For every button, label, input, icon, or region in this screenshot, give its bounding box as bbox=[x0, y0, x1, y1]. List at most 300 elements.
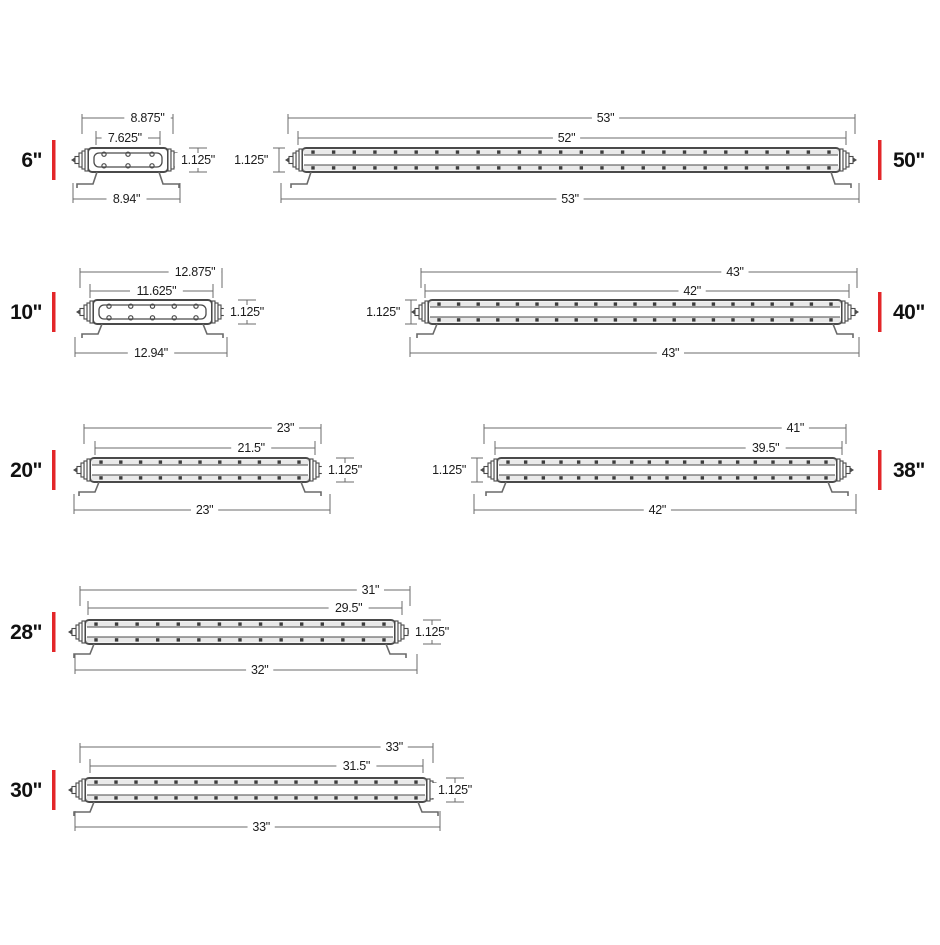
dim-label-inner-width: 31.5" bbox=[342, 759, 371, 773]
dim-label-bottom-width: 23" bbox=[195, 503, 214, 517]
fastener-dot bbox=[701, 460, 704, 463]
size-label: 50" bbox=[893, 149, 925, 172]
fastener-dot bbox=[771, 460, 774, 463]
fastener-dot bbox=[456, 150, 459, 153]
fastener-dot bbox=[662, 150, 665, 153]
mount-foot-right bbox=[418, 802, 438, 816]
mount-foot-left bbox=[417, 324, 437, 338]
fastener-dot bbox=[771, 318, 774, 321]
fastener-dot bbox=[633, 302, 636, 305]
fastener-dot bbox=[724, 166, 727, 169]
fastener-dot bbox=[179, 460, 182, 463]
dim-label-bottom-width: 12.94" bbox=[134, 346, 168, 360]
top-rail bbox=[304, 150, 839, 156]
fastener-dot bbox=[354, 780, 357, 783]
lightbar-28in-group bbox=[10, 583, 455, 678]
fastener-dot bbox=[214, 796, 217, 799]
fastener-dot bbox=[278, 476, 281, 479]
fastener-dot bbox=[673, 302, 676, 305]
fastener-dot bbox=[314, 780, 317, 783]
fastener-dot bbox=[238, 622, 241, 625]
red-accent-tick bbox=[52, 770, 56, 810]
size-label: 10" bbox=[10, 301, 42, 324]
fastener-dot bbox=[297, 476, 300, 479]
mount-foot-right bbox=[833, 324, 853, 338]
fastener-dot bbox=[621, 150, 624, 153]
fastener-dot bbox=[524, 460, 527, 463]
fastener-dot bbox=[594, 318, 597, 321]
fastener-dot bbox=[703, 166, 706, 169]
fastener-dot bbox=[786, 150, 789, 153]
end-cap-right-tip bbox=[855, 309, 859, 314]
mount-foot-right bbox=[159, 172, 179, 188]
fastener-dot bbox=[394, 166, 397, 169]
fastener-dot bbox=[415, 150, 418, 153]
fastener-dot bbox=[115, 622, 118, 625]
fastener-dot bbox=[218, 476, 221, 479]
fastener-dot bbox=[600, 166, 603, 169]
fastener-dot bbox=[156, 638, 159, 641]
fastener-dot bbox=[662, 166, 665, 169]
fastener-dot bbox=[159, 460, 162, 463]
fastener-dot bbox=[614, 302, 617, 305]
fastener-dot bbox=[362, 622, 365, 625]
fastener-dot bbox=[653, 318, 656, 321]
lightbar-50in-group bbox=[224, 111, 925, 207]
fastener-dot bbox=[194, 780, 197, 783]
fastener-dot bbox=[807, 476, 810, 479]
fastener-dot bbox=[258, 460, 261, 463]
dim-label-top-width: 8.875" bbox=[130, 111, 165, 125]
fastener-dot bbox=[642, 166, 645, 169]
dim-label-height: 1.125" bbox=[328, 463, 362, 477]
dim-label-height: 1.125" bbox=[415, 625, 449, 639]
fastener-dot bbox=[159, 476, 162, 479]
fastener-dot bbox=[382, 622, 385, 625]
fastener-dot bbox=[394, 796, 397, 799]
mount-foot-right bbox=[386, 644, 406, 658]
bottom-rail bbox=[304, 165, 839, 171]
end-cap-left-tip bbox=[285, 157, 289, 162]
fastener-dot bbox=[703, 150, 706, 153]
fastener-dot bbox=[642, 150, 645, 153]
fastener-dot bbox=[300, 622, 303, 625]
fastener-dot bbox=[234, 780, 237, 783]
fastener-dot bbox=[506, 476, 509, 479]
fastener-dot bbox=[134, 796, 137, 799]
fastener-dot bbox=[341, 622, 344, 625]
fastener-dot bbox=[535, 302, 538, 305]
fastener-dot bbox=[786, 166, 789, 169]
fastener-dot bbox=[614, 318, 617, 321]
fastener-dot bbox=[321, 622, 324, 625]
fastener-dot bbox=[827, 150, 830, 153]
fastener-dot bbox=[477, 302, 480, 305]
dim-label-inner-width: 29.5" bbox=[334, 601, 363, 615]
fastener-dot bbox=[154, 796, 157, 799]
fastener-dot bbox=[119, 476, 122, 479]
dim-label-height: 1.125" bbox=[230, 305, 264, 319]
fastener-dot bbox=[754, 476, 757, 479]
fastener-dot bbox=[218, 638, 221, 641]
fastener-dot bbox=[139, 476, 142, 479]
dim-label-bottom-width: 32" bbox=[250, 663, 269, 677]
dim-label-top-width: 31" bbox=[361, 583, 380, 597]
fastener-dot bbox=[457, 318, 460, 321]
fastener-dot bbox=[99, 476, 102, 479]
fastener-dot bbox=[751, 318, 754, 321]
end-cap-left-tip bbox=[71, 157, 75, 162]
fastener-dot bbox=[234, 796, 237, 799]
fastener-dot bbox=[577, 460, 580, 463]
fastener-dot bbox=[555, 318, 558, 321]
fastener-dot bbox=[683, 476, 686, 479]
dim-label-top-width: 23" bbox=[276, 421, 295, 435]
fastener-dot bbox=[457, 302, 460, 305]
fastener-dot bbox=[197, 638, 200, 641]
fastener-dot bbox=[535, 318, 538, 321]
fastener-dot bbox=[595, 460, 598, 463]
end-cap-left-nub bbox=[80, 309, 84, 316]
fastener-dot bbox=[177, 622, 180, 625]
mount-foot-right bbox=[828, 482, 848, 496]
fastener-dot bbox=[771, 476, 774, 479]
fastener-dot bbox=[575, 302, 578, 305]
dim-label-height: 1.125" bbox=[181, 153, 215, 167]
fastener-dot bbox=[279, 638, 282, 641]
fastener-dot bbox=[630, 460, 633, 463]
fastener-dot bbox=[765, 166, 768, 169]
fastener-dot bbox=[254, 780, 257, 783]
lightbar-20in-group bbox=[10, 421, 368, 518]
fastener-dot bbox=[154, 780, 157, 783]
fastener-dot bbox=[518, 150, 521, 153]
fastener-dot bbox=[238, 638, 241, 641]
fastener-dot bbox=[311, 150, 314, 153]
end-cap-right-nub bbox=[846, 467, 850, 474]
fastener-dot bbox=[238, 476, 241, 479]
fastener-dot bbox=[294, 796, 297, 799]
red-accent-tick bbox=[878, 140, 882, 180]
dim-label-height: 1.125" bbox=[438, 783, 472, 797]
mount-foot-left bbox=[79, 482, 99, 496]
fastener-dot bbox=[258, 476, 261, 479]
fastener-dot bbox=[807, 460, 810, 463]
fastener-dot bbox=[580, 150, 583, 153]
fastener-dot bbox=[119, 460, 122, 463]
fastener-dot bbox=[810, 302, 813, 305]
fastener-dot bbox=[559, 460, 562, 463]
dim-label-bottom-width: 8.94" bbox=[112, 192, 141, 206]
fastener-dot bbox=[497, 150, 500, 153]
fastener-dot bbox=[435, 166, 438, 169]
fastener-dot bbox=[575, 318, 578, 321]
dim-label-height: 1.125" bbox=[366, 305, 400, 319]
fastener-dot bbox=[382, 638, 385, 641]
fastener-dot bbox=[279, 622, 282, 625]
mount-foot-left bbox=[486, 482, 506, 496]
fastener-dot bbox=[437, 318, 440, 321]
fastener-dot bbox=[476, 166, 479, 169]
fastener-dot bbox=[516, 318, 519, 321]
dim-label-bottom-width: 42" bbox=[648, 503, 667, 517]
fastener-dot bbox=[415, 166, 418, 169]
lightbar-10in-group bbox=[10, 265, 270, 361]
lightbar-40in-group bbox=[356, 265, 925, 361]
fastener-dot bbox=[341, 638, 344, 641]
fastener-dot bbox=[218, 460, 221, 463]
fastener-dot bbox=[538, 166, 541, 169]
end-cap-right-tip bbox=[850, 467, 854, 472]
fastener-dot bbox=[790, 302, 793, 305]
fastener-dot bbox=[394, 780, 397, 783]
end-cap-left-tip bbox=[68, 629, 72, 634]
end-cap-left-nub bbox=[77, 467, 81, 474]
fastener-dot bbox=[179, 476, 182, 479]
mount-foot-left bbox=[77, 172, 97, 188]
fastener-dot bbox=[683, 460, 686, 463]
size-label: 30" bbox=[10, 779, 42, 802]
dim-label-top-width: 53" bbox=[596, 111, 615, 125]
end-cap-left-tip bbox=[68, 787, 72, 792]
size-label: 6" bbox=[21, 149, 42, 172]
end-cap-left-nub bbox=[72, 787, 76, 794]
fastener-dot bbox=[745, 150, 748, 153]
fastener-dot bbox=[332, 150, 335, 153]
fastener-dot bbox=[373, 150, 376, 153]
end-cap-left-tip bbox=[73, 467, 77, 472]
fastener-dot bbox=[665, 476, 668, 479]
fastener-dot bbox=[824, 460, 827, 463]
fastener-dot bbox=[294, 780, 297, 783]
dim-label-height: 1.125" bbox=[432, 463, 466, 477]
mount-foot-right bbox=[203, 324, 223, 338]
dim-label-height: 1.125" bbox=[234, 153, 268, 167]
fastener-dot bbox=[577, 476, 580, 479]
fastener-dot bbox=[321, 638, 324, 641]
end-cap-right-nub bbox=[851, 309, 855, 316]
end-cap-left-tip bbox=[480, 467, 484, 472]
mount-foot-left bbox=[82, 324, 102, 338]
fastener-dot bbox=[114, 796, 117, 799]
end-cap-left-nub bbox=[484, 467, 488, 474]
fastener-dot bbox=[114, 780, 117, 783]
fastener-dot bbox=[824, 476, 827, 479]
dim-label-top-width: 43" bbox=[726, 265, 744, 279]
fastener-dot bbox=[683, 166, 686, 169]
fastener-dot bbox=[456, 166, 459, 169]
fastener-dot bbox=[135, 622, 138, 625]
fastener-dot bbox=[621, 166, 624, 169]
fastener-dot bbox=[198, 460, 201, 463]
fastener-dot bbox=[712, 302, 715, 305]
fastener-dot bbox=[334, 780, 337, 783]
fastener-dot bbox=[524, 476, 527, 479]
fastener-dot bbox=[94, 638, 97, 641]
mount-foot-left bbox=[74, 802, 94, 816]
dim-label-top-width: 12.875" bbox=[174, 265, 216, 279]
fastener-dot bbox=[274, 780, 277, 783]
fastener-dot bbox=[414, 780, 417, 783]
fastener-dot bbox=[731, 318, 734, 321]
fastener-dot bbox=[751, 302, 754, 305]
fastener-dot bbox=[278, 460, 281, 463]
fastener-dot bbox=[829, 318, 832, 321]
fastener-dot bbox=[497, 166, 500, 169]
fastener-dot bbox=[600, 150, 603, 153]
end-cap-left-nub bbox=[72, 629, 76, 636]
fastener-dot bbox=[374, 796, 377, 799]
fastener-dot bbox=[274, 796, 277, 799]
dim-label-inner-width: 52" bbox=[557, 131, 576, 145]
fastener-dot bbox=[259, 622, 262, 625]
fastener-dot bbox=[673, 318, 676, 321]
fastener-dot bbox=[94, 796, 97, 799]
fastener-dot bbox=[414, 796, 417, 799]
fastener-dot bbox=[580, 166, 583, 169]
fastener-dot bbox=[518, 166, 521, 169]
dim-label-inner-width: 42" bbox=[683, 284, 701, 298]
fastener-dot bbox=[214, 780, 217, 783]
red-accent-tick bbox=[52, 612, 56, 652]
fastener-dot bbox=[736, 476, 739, 479]
fastener-dot bbox=[99, 460, 102, 463]
fastener-dot bbox=[810, 318, 813, 321]
fastener-dot bbox=[612, 460, 615, 463]
fastener-dot bbox=[516, 302, 519, 305]
end-cap-left-tip bbox=[411, 309, 415, 314]
fastener-dot bbox=[555, 302, 558, 305]
fastener-dot bbox=[135, 638, 138, 641]
fastener-dot bbox=[259, 638, 262, 641]
red-accent-tick bbox=[52, 292, 56, 332]
size-label: 38" bbox=[893, 459, 925, 482]
fastener-dot bbox=[332, 166, 335, 169]
fastener-dot bbox=[653, 302, 656, 305]
size-label: 40" bbox=[893, 301, 925, 324]
fastener-dot bbox=[807, 150, 810, 153]
fastener-dot bbox=[648, 460, 651, 463]
fastener-dot bbox=[477, 318, 480, 321]
red-accent-tick bbox=[878, 450, 882, 490]
mount-foot-right bbox=[301, 482, 321, 496]
fastener-dot bbox=[496, 302, 499, 305]
end-cap-right-tip bbox=[853, 157, 857, 162]
fastener-dot bbox=[374, 780, 377, 783]
dim-label-inner-width: 11.625" bbox=[136, 284, 177, 298]
fastener-dot bbox=[353, 150, 356, 153]
fastener-dot bbox=[197, 622, 200, 625]
fastener-dot bbox=[789, 460, 792, 463]
fastener-dot bbox=[633, 318, 636, 321]
fastener-dot bbox=[174, 780, 177, 783]
end-cap-left-tip bbox=[76, 309, 80, 314]
fastener-dot bbox=[712, 318, 715, 321]
lightbar-6in-group bbox=[21, 111, 221, 207]
fastener-dot bbox=[829, 302, 832, 305]
fastener-dot bbox=[435, 150, 438, 153]
fastener-dot bbox=[724, 150, 727, 153]
fastener-dot bbox=[177, 638, 180, 641]
fastener-dot bbox=[789, 476, 792, 479]
fastener-dot bbox=[595, 476, 598, 479]
fastener-dot bbox=[334, 796, 337, 799]
mount-foot-left bbox=[291, 172, 311, 188]
size-label: 20" bbox=[10, 459, 42, 482]
fastener-dot bbox=[156, 622, 159, 625]
dim-label-bottom-width: 53" bbox=[561, 192, 579, 206]
fastener-dot bbox=[718, 460, 721, 463]
fastener-dot bbox=[559, 150, 562, 153]
dim-label-inner-width: 21.5" bbox=[237, 441, 265, 455]
fastener-dot bbox=[311, 166, 314, 169]
dim-label-top-width: 33" bbox=[385, 740, 403, 754]
fastener-dot bbox=[353, 166, 356, 169]
fastener-dot bbox=[559, 476, 562, 479]
red-accent-tick bbox=[52, 140, 56, 180]
fastener-dot bbox=[731, 302, 734, 305]
red-accent-tick bbox=[878, 292, 882, 332]
fastener-dot bbox=[297, 460, 300, 463]
fastener-dot bbox=[692, 318, 695, 321]
fastener-dot bbox=[373, 166, 376, 169]
end-cap-right-nub bbox=[404, 629, 408, 636]
mount-foot-right bbox=[831, 172, 851, 188]
fastener-dot bbox=[790, 318, 793, 321]
fastener-dot bbox=[437, 302, 440, 305]
fastener-dot bbox=[594, 302, 597, 305]
fastener-dot bbox=[496, 318, 499, 321]
fastener-dot bbox=[542, 460, 545, 463]
fastener-dot bbox=[362, 638, 365, 641]
fastener-dot bbox=[115, 638, 118, 641]
fastener-dot bbox=[394, 150, 397, 153]
fastener-dot bbox=[542, 476, 545, 479]
fastener-dot bbox=[701, 476, 704, 479]
fastener-dot bbox=[174, 796, 177, 799]
end-cap-right-nub bbox=[849, 157, 853, 164]
fastener-dot bbox=[754, 460, 757, 463]
dim-label-bottom-width: 43" bbox=[661, 346, 680, 360]
fastener-dot bbox=[314, 796, 317, 799]
fastener-dot bbox=[765, 150, 768, 153]
fastener-dot bbox=[559, 166, 562, 169]
fastener-dot bbox=[827, 166, 830, 169]
dim-label-bottom-width: 33" bbox=[252, 820, 270, 834]
fastener-dot bbox=[648, 476, 651, 479]
mount-foot-left bbox=[74, 644, 94, 658]
fastener-dot bbox=[506, 460, 509, 463]
end-cap-left-nub bbox=[75, 157, 79, 164]
dim-label-inner-width: 39.5" bbox=[752, 441, 780, 455]
fastener-dot bbox=[476, 150, 479, 153]
fastener-dot bbox=[538, 150, 541, 153]
dim-label-inner-width: 7.625" bbox=[107, 131, 142, 145]
fastener-dot bbox=[718, 476, 721, 479]
lightbar-30in-group bbox=[10, 740, 478, 835]
fastener-dot bbox=[354, 796, 357, 799]
fastener-dot bbox=[94, 622, 97, 625]
fastener-dot bbox=[745, 166, 748, 169]
fastener-dot bbox=[683, 150, 686, 153]
fastener-dot bbox=[771, 302, 774, 305]
fastener-dot bbox=[612, 476, 615, 479]
fastener-dot bbox=[218, 622, 221, 625]
lens-face bbox=[94, 153, 162, 167]
lens-face bbox=[99, 305, 206, 319]
fastener-dot bbox=[198, 476, 201, 479]
red-accent-tick bbox=[52, 450, 56, 490]
